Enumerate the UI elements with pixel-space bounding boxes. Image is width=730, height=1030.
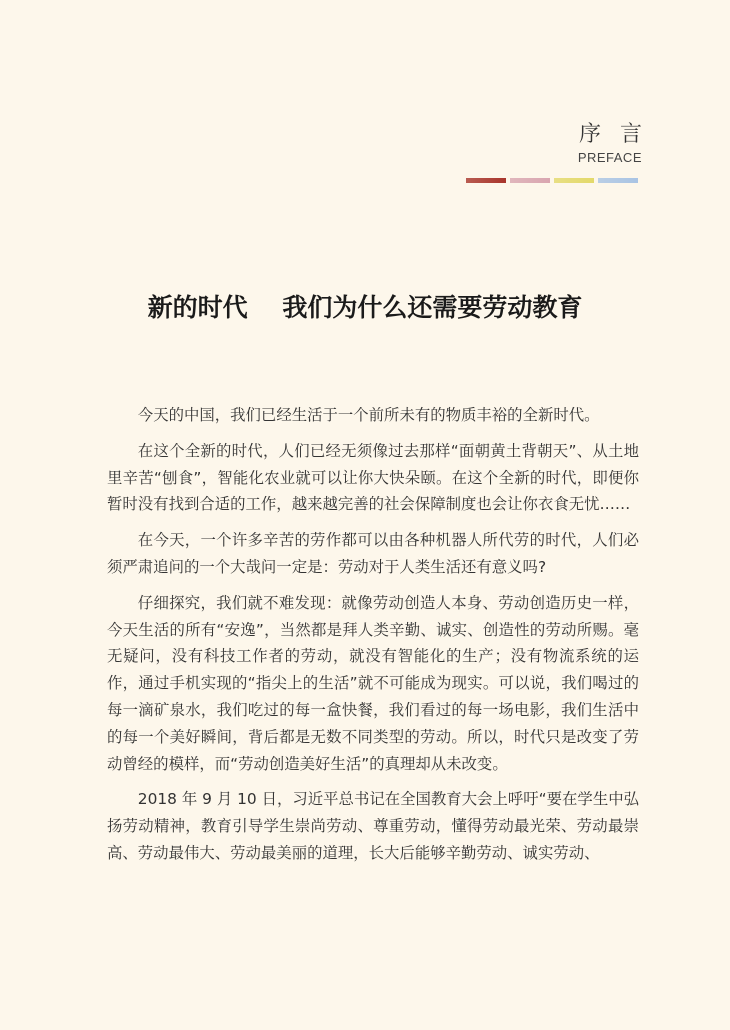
color-bar-red	[466, 178, 506, 183]
paragraph: 在这个全新的时代，人们已经无须像过去那样“面朝黄土背朝天”、从土地里辛苦“刨食”，智能化农业就可以让你大快朵颐。在这个全新的时代，即便你暂时没有找到合适的工作，越来越完善的社会保障制度也会让你衣食无忧……	[107, 441, 639, 514]
paragraph: 2018 年 9 月 10 日，习近平总书记在全国教育大会上呼吁“要在学生中弘扬劳动精神，教育引导学生崇尚劳动、尊重劳动，懂得劳动最光荣、劳动最崇高、劳动最伟大、劳动最美丽的道理，长大后能够辛勤劳动、诚实劳动、	[107, 790, 639, 862]
decorative-color-strip	[466, 178, 638, 183]
color-bar-yellow	[554, 178, 594, 183]
color-bar-blue	[598, 178, 638, 183]
section-title: 序 言	[579, 122, 648, 147]
paragraph: 仔细探究，我们就不难发现：就像劳动创造人本身、劳动创造历史一样，今天生活的所有“安逸”，当然都是拜人类辛勤、诚实、创造性的劳动所赐。毫无疑问，没有科技工作者的劳动，就没有智能化的生产；没有物流系统的运作，通过手机实现的“指尖上的生活”就不可能成为现实。可以说，我们喝过的每一滴矿泉水，我们吃过的每一盒快餐，我们看过的每一场电影，我们生活中的每一个美好瞬间，背后都是无数不同类型的劳动。所以，时代只是改变了劳动曾经的模样，而“劳动创造美好生活”的真理却从未改变。	[107, 593, 639, 773]
section-subtitle: PREFACE	[577, 150, 642, 165]
paragraph: 今天的中国，我们已经生活于一个前所未有的物质丰裕的全新时代。	[137, 406, 600, 424]
article-title: 新的时代 我们为什么还需要劳动教育	[147, 293, 583, 322]
color-bar-pink	[510, 178, 550, 183]
paragraph: 在今天，一个许多辛苦的劳作都可以由各种机器人所代劳的时代，人们必须严肃追问的一个大哉问一定是：劳动对于人类生活还有意义吗?	[107, 531, 639, 576]
section-header	[577, 122, 648, 165]
article-body	[107, 402, 639, 876]
